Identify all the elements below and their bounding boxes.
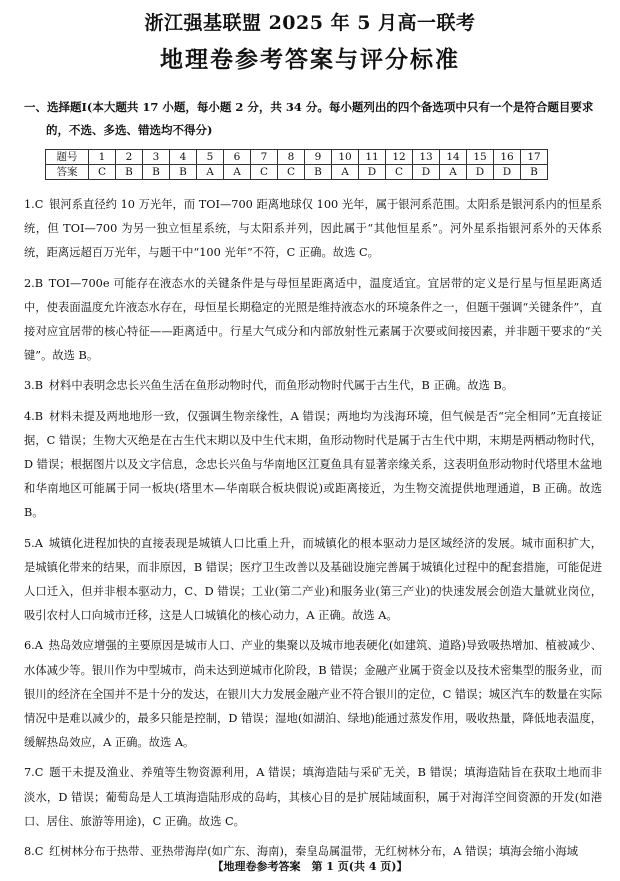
section-heading-line2: 的，不选、多选、错选均不得分): [46, 123, 213, 137]
explanation-item: [24, 193, 602, 266]
question-number: 10: [332, 150, 359, 165]
question-number: 7: [251, 150, 278, 165]
question-number-row: [46, 150, 548, 165]
item-text: 银河系直径约 10 万光年，而 TOI—700 距离地球仅 100 光年，属于银河系范围。太阳系是银河系内的恒星系统，但 TOI—700 为另一独立恒星系统，与太阳系并列，因此属于“其他恒星系”。河外星系指银河系外的天体系统，距离远超百万光年，与题干中“100 光年”不符，C 正确。故选 C。: [24, 198, 602, 260]
question-number: 13: [413, 150, 440, 165]
answer-cell: D: [413, 165, 440, 180]
answer-cell: C: [278, 165, 305, 180]
item-number: 7.C: [24, 766, 44, 780]
question-number: 14: [440, 150, 467, 165]
explanation-item: [24, 634, 602, 755]
answer-cell: A: [197, 165, 224, 180]
row-label: 答案: [46, 165, 89, 180]
answer-cell: C: [89, 165, 116, 180]
answer-cell: B: [521, 165, 548, 180]
question-number: 11: [359, 150, 386, 165]
exam-title: 浙江强基联盟 2025 年 5 月高一联考: [144, 12, 476, 34]
section-heading-line1: 一、选择题Ⅰ(本大题共 17 小题，每小题 2 分，共 34 分。每小题列出的四个备选项中只有一个是符合题目要求: [24, 100, 594, 114]
question-number: 15: [467, 150, 494, 165]
question-number: 3: [143, 150, 170, 165]
question-number: 4: [170, 150, 197, 165]
question-number: 16: [494, 150, 521, 165]
explanation-item: [24, 405, 602, 526]
answer-cell: B: [305, 165, 332, 180]
item-text: 城镇化进程加快的直接表现是城镇人口比重上升，而城镇化的根本驱动力是区域经济的发展。城市面积扩大，是城镇化带来的结果，而非原因，B 错误；医疗卫生改善以及基础设施完善属于城镇化过程中的配套措施，可能促进人口迁入，但并非根本驱动力，C、D 错误；工业(第二产业)和服务业(第三产业)的快速发展会创造大量就业岗位，吸引农村人口向城市迁移，这是人口城镇化的核心动力，A 正确。故选 A。: [24, 536, 602, 623]
explanation-item: [24, 272, 602, 369]
item-number: 3.B: [24, 379, 44, 393]
item-number: 2.B: [24, 276, 44, 290]
item-number: 8.C: [24, 845, 44, 859]
explanation-item: [24, 761, 602, 834]
item-number: 1.C: [24, 198, 44, 211]
answer-cell: C: [251, 165, 278, 180]
question-number: 17: [521, 150, 548, 165]
question-number: 12: [386, 150, 413, 165]
answer-cell: B: [170, 165, 197, 180]
item-text: 红树林分布于热带、亚热带海岸(如广东、海南)，秦皇岛属温带，无红树林分布，A 错误；填海会缩小海域: [49, 845, 579, 859]
question-number: 9: [305, 150, 332, 165]
document-title: 地理卷参考答案与评分标准: [160, 46, 460, 73]
answer-cell: A: [332, 165, 359, 180]
answer-cell: D: [359, 165, 386, 180]
item-text: 材料中表明念忠长兴鱼生活在鱼形动物时代，而鱼形动物时代属于古生代，B 正确。故选 B。: [48, 379, 514, 393]
page-footer: 【地理卷参考答案 第 1 页(共 4 页)】: [212, 860, 408, 873]
answer-cell: D: [467, 165, 494, 180]
answer-cell: A: [224, 165, 251, 180]
answer-cell: B: [116, 165, 143, 180]
row-label: 题号: [46, 150, 89, 165]
item-text: 题干未提及渔业、养殖等生物资源利用，A 错误；填海造陆与采矿无关，B 错误；填海造陆旨在获取土地而非淡水，D 错误；葡萄岛是人工填海造陆形成的岛屿，其核心目的是扩展陆域面积，属于对海洋空间资源的开发(如港口、居住、旅游等用途)，C 正确。故选 C。: [24, 766, 602, 828]
answer-cell: B: [143, 165, 170, 180]
explanation-item: [24, 374, 602, 398]
item-number: 6.A: [24, 639, 43, 653]
explanations: [24, 193, 602, 870]
answer-cell: C: [386, 165, 413, 180]
item-text: 热岛效应增强的主要原因是城市人口、产业的集聚以及城市地表硬化(如建筑、道路)导致吸热增加、植被减少、水体减少等。银川作为中型城市，尚未达到逆城市化阶段，B 错误；金融产业属于资金以及技术密集型的服务业，而银川的经济在全国并不是十分的发达，在银川大力发展金融产业不符合银川的定位，C 错误；城区汽车的数量在实际情况中是难以减少的，最多只能是控制，D 错误；湿地(如湖泊、绿地)能通过蒸发作用，吸收热量，降低地表温度，缓解热岛效应，A 正确。故选 A。: [24, 639, 602, 750]
item-text: 材料未提及两地地形一致，仅强调生物亲缘性，A 错误；两地均为浅海环境，但气候是否“完全相同”无直接证据，C 错误；生物大灭绝是在古生代末期以及中生代末期，鱼形动物时代是属于古生代中期，末期是两栖动物时代，D 错误；根据图片以及文字信息，念忠长兴鱼与华南地区江夏鱼具有显著亲缘关系，这表明鱼形动物时代塔里木盆地和华南地区可能属于同一板块(塔里木—华南联合板块假说)或距离接近，为生物交流提供地理通道，B 正确。故选 B。: [24, 409, 602, 520]
explanation-item: [24, 532, 602, 629]
answer-table: [45, 149, 548, 180]
question-number: 1: [89, 150, 116, 165]
section-heading: [24, 96, 600, 142]
question-number: 5: [197, 150, 224, 165]
answer-row: [46, 165, 548, 180]
item-number: 4.B: [24, 409, 44, 423]
question-number: 8: [278, 150, 305, 165]
answer-cell: D: [494, 165, 521, 180]
answer-cell: A: [440, 165, 467, 180]
item-text: TOI—700e 可能存在液态水的关键条件是与母恒星距离适中，温度适宜。宜居带的定义是行星与恒星距离适中，使表面温度允许液态水存在，母恒星长期稳定的光照是维持液态水的环境条件之一，但题干强调“关键条件”，直接对应宜居带的核心特征——距离适中。行星大气成分和内部放射性元素属于次要或间接因素，并非题干要求的“关键”。故选 B。: [24, 276, 602, 363]
question-number: 6: [224, 150, 251, 165]
item-number: 5.A: [24, 536, 43, 550]
question-number: 2: [116, 150, 143, 165]
